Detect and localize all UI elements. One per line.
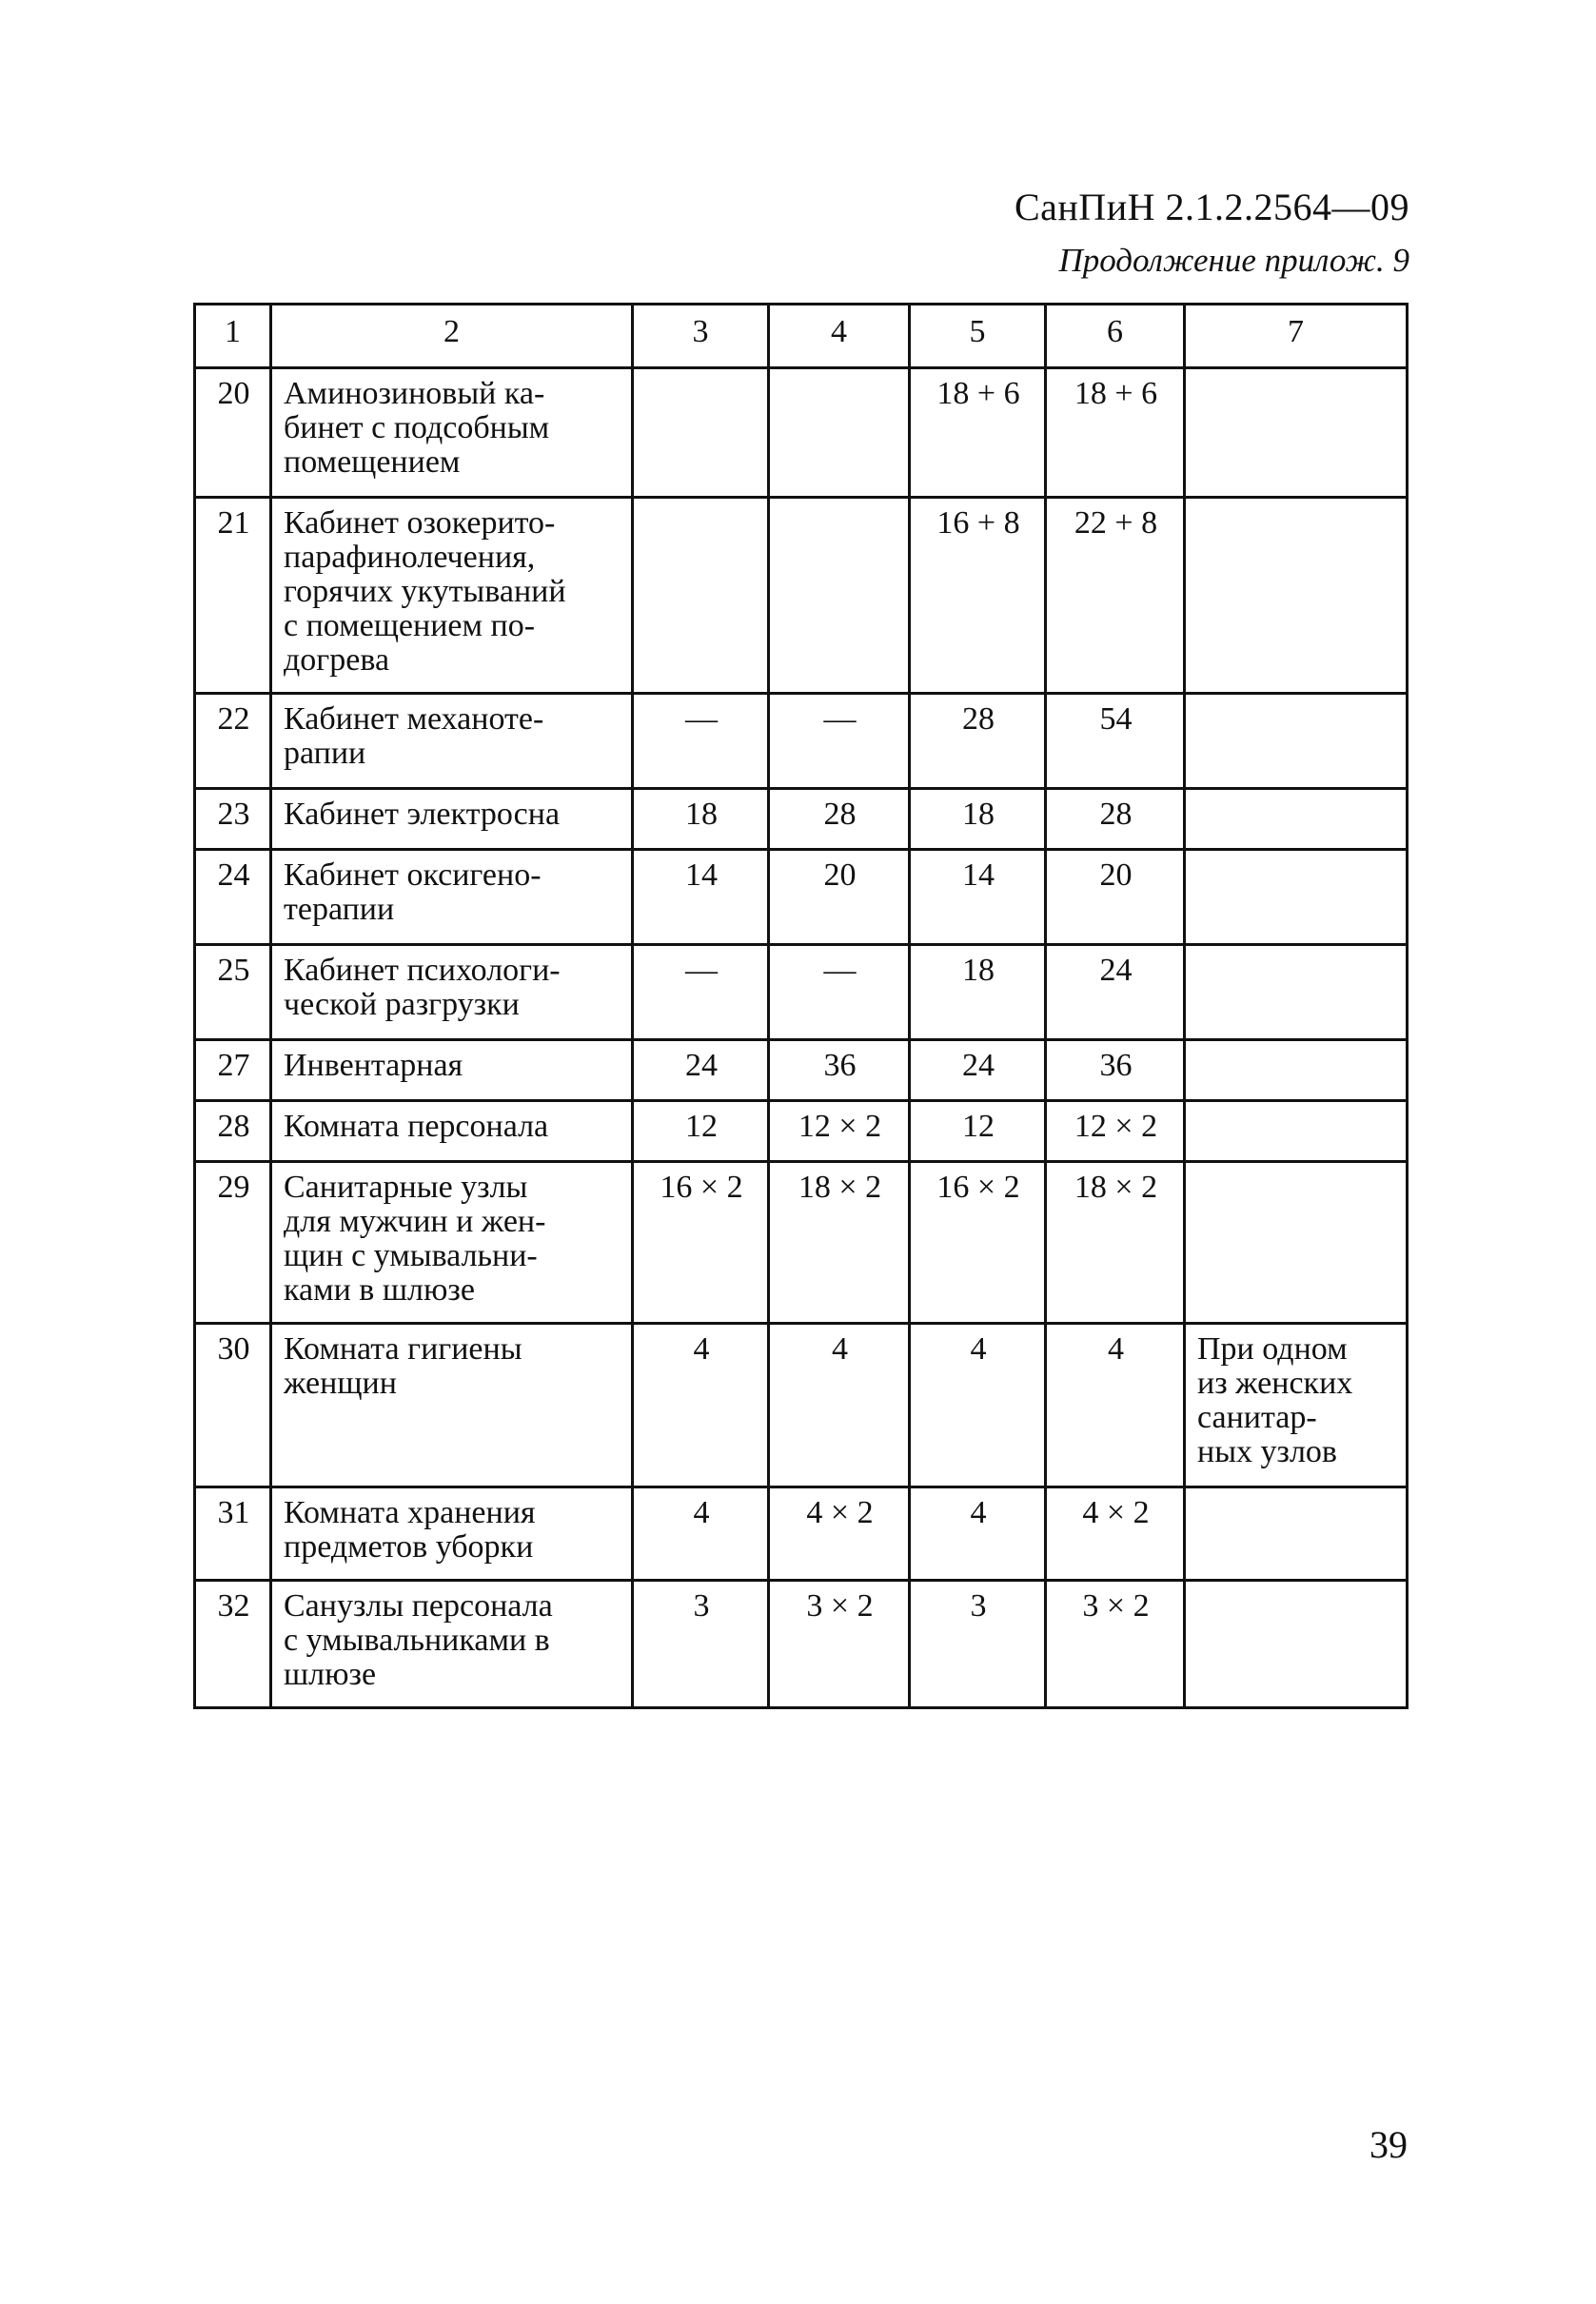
room-name: Кабинет психологи- ческой разгрузки (271, 945, 633, 1040)
area-col-5: 4 (910, 1324, 1046, 1487)
row-number: 20 (195, 368, 271, 498)
note (1185, 498, 1408, 694)
table-row (195, 1487, 1408, 1581)
note (1185, 368, 1408, 498)
area-col-3: — (633, 694, 769, 789)
area-col-4: 12 × 2 (769, 1101, 910, 1162)
page-header (1015, 183, 1409, 284)
row-number: 21 (195, 498, 271, 694)
area-col-3: 14 (633, 850, 769, 945)
area-col-3 (633, 368, 769, 498)
column-number-5: 5 (910, 305, 1046, 368)
area-col-3: — (633, 945, 769, 1040)
note: При одном из женских санитар- ных узлов (1185, 1324, 1408, 1487)
area-col-6: 18 × 2 (1046, 1162, 1185, 1324)
column-number-6: 6 (1046, 305, 1185, 368)
column-number-3: 3 (633, 305, 769, 368)
area-col-6: 22 + 8 (1046, 498, 1185, 694)
area-col-4: 28 (769, 789, 910, 850)
page-number: 39 (1369, 2123, 1408, 2166)
column-number-7: 7 (1185, 305, 1408, 368)
appendix-continuation: Продолжение прилож. 9 (1058, 242, 1409, 279)
row-number: 29 (195, 1162, 271, 1324)
area-col-5: 18 + 6 (910, 368, 1046, 498)
table-row (195, 850, 1408, 945)
area-col-6: 36 (1046, 1040, 1185, 1101)
row-number: 32 (195, 1581, 271, 1708)
area-col-6: 18 + 6 (1046, 368, 1185, 498)
table-row (195, 1581, 1408, 1708)
note (1185, 1040, 1408, 1101)
area-col-4 (769, 498, 910, 694)
area-col-6: 24 (1046, 945, 1185, 1040)
area-col-5: 4 (910, 1487, 1046, 1581)
row-number: 23 (195, 789, 271, 850)
room-name: Инвентарная (271, 1040, 633, 1101)
column-number-row (195, 305, 1408, 368)
area-col-4: — (769, 945, 910, 1040)
area-col-4: 4 (769, 1324, 910, 1487)
area-col-5: 14 (910, 850, 1046, 945)
area-col-4: — (769, 694, 910, 789)
table-row (195, 945, 1408, 1040)
column-number-4: 4 (769, 305, 910, 368)
table-row (195, 1324, 1408, 1487)
column-number-2: 2 (271, 305, 633, 368)
room-name: Санузлы персонала с умывальниками в шлюзе (271, 1581, 633, 1708)
row-number: 22 (195, 694, 271, 789)
area-col-5: 16 + 8 (910, 498, 1046, 694)
row-number: 24 (195, 850, 271, 945)
area-col-5: 16 × 2 (910, 1162, 1046, 1324)
table-row (195, 789, 1408, 850)
row-number: 27 (195, 1040, 271, 1101)
area-col-5: 28 (910, 694, 1046, 789)
document-code: СанПиН 2.1.2.2564—09 (1014, 186, 1409, 228)
room-name: Комната персонала (271, 1101, 633, 1162)
note (1185, 1101, 1408, 1162)
room-name: Аминозиновый ка- бинет с подсобным помещением (271, 368, 633, 498)
area-col-3: 12 (633, 1101, 769, 1162)
room-name: Кабинет оксигено- терапии (271, 850, 633, 945)
table-row (195, 498, 1408, 694)
area-col-5: 18 (910, 789, 1046, 850)
area-col-4 (769, 368, 910, 498)
area-col-6: 54 (1046, 694, 1185, 789)
area-col-4: 18 × 2 (769, 1162, 910, 1324)
room-name: Кабинет электросна (271, 789, 633, 850)
area-col-4: 4 × 2 (769, 1487, 910, 1581)
area-col-3: 18 (633, 789, 769, 850)
area-col-3: 3 (633, 1581, 769, 1708)
rooms-table (193, 303, 1409, 1709)
row-number: 28 (195, 1101, 271, 1162)
row-number: 31 (195, 1487, 271, 1581)
area-col-3: 24 (633, 1040, 769, 1101)
area-col-3: 4 (633, 1324, 769, 1487)
note (1185, 789, 1408, 850)
row-number: 30 (195, 1324, 271, 1487)
table-row (195, 1040, 1408, 1101)
area-col-4: 20 (769, 850, 910, 945)
note (1185, 1581, 1408, 1708)
column-number-1: 1 (195, 305, 271, 368)
area-col-3 (633, 498, 769, 694)
room-name: Кабинет механоте- рапии (271, 694, 633, 789)
area-col-6: 4 × 2 (1046, 1487, 1185, 1581)
table-body (195, 305, 1408, 1708)
row-number: 25 (195, 945, 271, 1040)
table-row (195, 694, 1408, 789)
area-col-5: 12 (910, 1101, 1046, 1162)
note (1185, 945, 1408, 1040)
area-col-6: 28 (1046, 789, 1185, 850)
room-name: Комната хранения предметов уборки (271, 1487, 633, 1581)
note (1185, 1487, 1408, 1581)
area-col-5: 3 (910, 1581, 1046, 1708)
table-row (195, 1162, 1408, 1324)
area-col-4: 36 (769, 1040, 910, 1101)
note (1185, 1162, 1408, 1324)
area-col-6: 4 (1046, 1324, 1185, 1487)
room-name: Кабинет озокерито- парафинолечения, горячих укутываний с помещением по- догрева (271, 498, 633, 694)
room-name: Комната гигиены женщин (271, 1324, 633, 1487)
area-col-6: 3 × 2 (1046, 1581, 1185, 1708)
area-col-3: 4 (633, 1487, 769, 1581)
table-row (195, 1101, 1408, 1162)
room-name: Санитарные узлы для мужчин и жен- щин с умывальни- ками в шлюзе (271, 1162, 633, 1324)
area-col-5: 24 (910, 1040, 1046, 1101)
area-col-6: 20 (1046, 850, 1185, 945)
area-col-3: 16 × 2 (633, 1162, 769, 1324)
area-col-5: 18 (910, 945, 1046, 1040)
note (1185, 850, 1408, 945)
table-row (195, 368, 1408, 498)
area-col-6: 12 × 2 (1046, 1101, 1185, 1162)
note (1185, 694, 1408, 789)
area-col-4: 3 × 2 (769, 1581, 910, 1708)
